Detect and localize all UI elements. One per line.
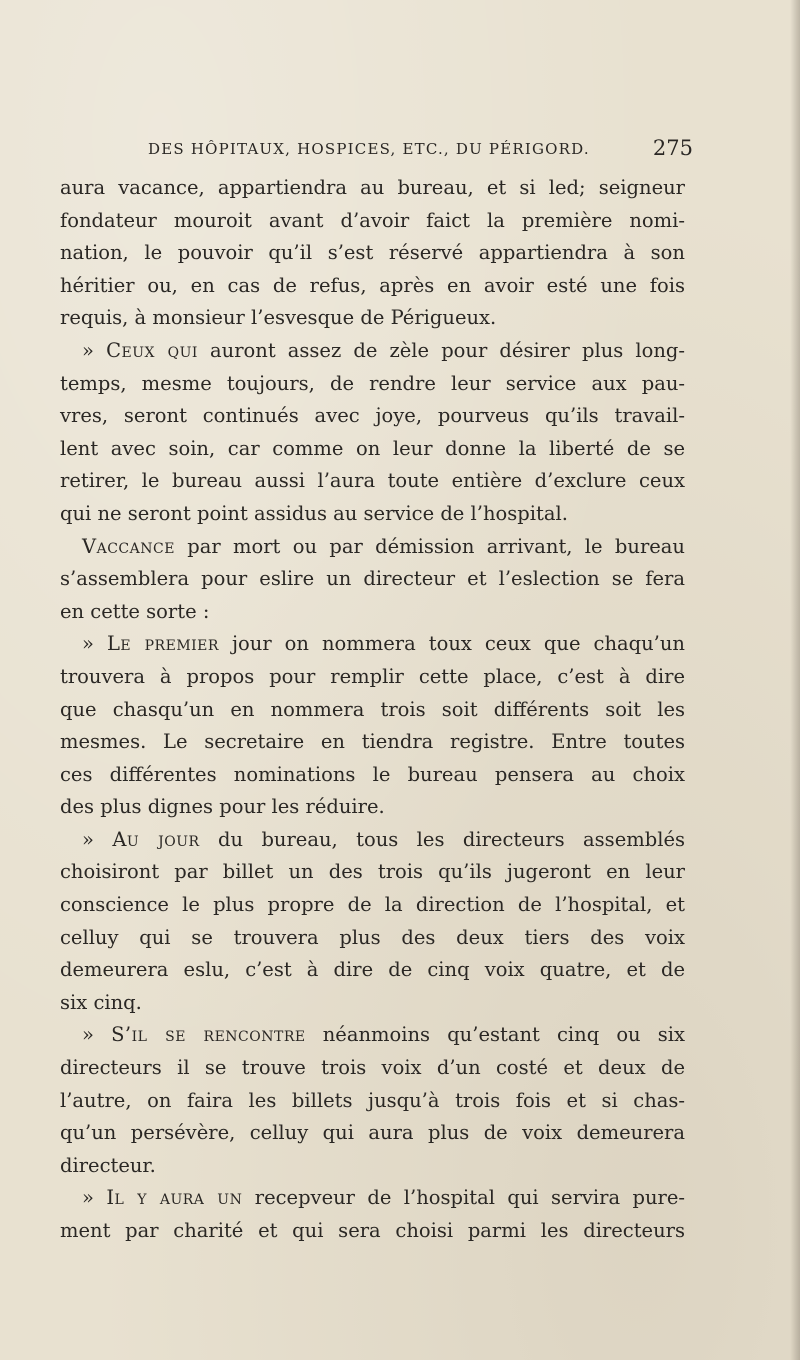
small-caps-lead: S’il se rencontre <box>111 1023 306 1047</box>
text-line <box>60 954 685 987</box>
text-run: l’autre, on faira les billets jusqu’à trois fois et si chas- <box>60 1088 685 1112</box>
text-line <box>60 628 685 661</box>
text-line <box>60 465 685 498</box>
text-run: des plus dignes pour les réduire. <box>60 795 385 819</box>
text-run: temps, mesme toujours, de rendre leur service aux pau- <box>60 371 685 395</box>
text-run: qui ne seront point assidus au service de l’hospital. <box>60 501 568 525</box>
page-edge-shadow <box>790 0 800 1360</box>
page-header <box>148 136 693 162</box>
text-run: que chasqu’un en nommera trois soit différents soit les <box>60 697 685 721</box>
small-caps-lead: Le premier <box>106 632 219 656</box>
small-caps-lead: Vaccance <box>82 534 175 558</box>
text-line <box>60 433 685 466</box>
text-run: fondateur mouroit avant d’avoir faict la première nomi- <box>60 208 685 232</box>
text-line <box>60 205 685 238</box>
text-line <box>60 1182 685 1215</box>
text-line <box>60 400 685 433</box>
small-caps-lead: Au jour <box>112 827 200 851</box>
text-run: lent avec soin, car comme on leur donne la liberté de se <box>60 436 685 460</box>
text-run: retirer, le bureau aussi l’aura toute entière d’exclure ceux <box>60 469 685 493</box>
text-run: s’assemblera pour eslire un directeur et l’eslection se fera <box>60 567 685 591</box>
text-line <box>60 302 685 335</box>
text-line <box>60 498 685 531</box>
text-line <box>60 661 685 694</box>
text-run: néanmoins qu’estant cinq ou six <box>305 1023 685 1047</box>
text-run: directeur. <box>60 1153 156 1177</box>
text-run: celluy qui se trouvera plus des deux tiers des voix <box>60 925 685 949</box>
text-run: vres, seront continués avec joye, pourveus qu’ils travail- <box>60 404 685 428</box>
text-line <box>60 1117 685 1150</box>
text-line <box>60 987 685 1020</box>
text-run: ces différentes nominations le bureau pensera au choix <box>60 762 685 786</box>
text-run: jour on nommera toux ceux que chaqu’un <box>218 632 685 656</box>
text-line <box>60 335 685 368</box>
small-caps-lead: Ceux qui <box>106 338 198 362</box>
text-line <box>60 856 685 889</box>
text-run: aura vacance, appartiendra au bureau, et si led; seigneur <box>60 176 685 199</box>
text-line <box>60 368 685 401</box>
page-number: 275 <box>652 136 693 160</box>
text-run: » <box>82 1023 112 1047</box>
text-line <box>60 596 685 629</box>
text-run: nation, le pouvoir qu’il s’est réservé appartiendra à son <box>60 241 685 265</box>
text-line <box>60 889 685 922</box>
text-run: héritier ou, en cas de refus, après en avoir esté une fois <box>60 273 685 297</box>
text-run: conscience le plus propre de la direction de l’hospital, et <box>60 893 685 917</box>
text-line <box>60 1215 685 1248</box>
text-run: choisiront par billet un des trois qu’ils jugeront en leur <box>60 860 685 884</box>
text-line <box>60 1019 685 1052</box>
text-run: directeurs il se trouve trois voix d’un costé et deux de <box>60 1056 685 1080</box>
small-caps-lead: Il y aura un <box>106 1186 243 1210</box>
text-run: du bureau, tous les directeurs assemblés <box>199 827 685 851</box>
text-line <box>60 1085 685 1118</box>
text-line <box>60 1052 685 1085</box>
text-line <box>60 726 685 759</box>
text-line <box>60 270 685 303</box>
text-run: par mort ou par démission arrivant, le bureau <box>174 534 685 558</box>
text-run: » <box>82 827 113 851</box>
text-run: ment par charité et qui sera choisi parmi les directeurs <box>60 1219 685 1242</box>
text-line <box>60 791 685 824</box>
text-run: mesmes. Le secretaire en tiendra registre. Entre toutes <box>60 730 685 754</box>
text-line <box>60 824 685 857</box>
text-line <box>60 1150 685 1183</box>
body-text <box>60 172 685 1248</box>
text-line <box>60 759 685 792</box>
text-line <box>60 922 685 955</box>
text-run: requis, à monsieur l’esvesque de Périgueux. <box>60 306 497 330</box>
text-line <box>60 237 685 270</box>
text-line <box>60 172 685 205</box>
text-run: » <box>82 1186 107 1210</box>
text-line <box>60 694 685 727</box>
text-run: trouvera à propos pour remplir cette place, c’est à dire <box>60 664 685 688</box>
text-run: recepveur de l’hospital qui servira pure- <box>242 1186 685 1210</box>
text-run: » <box>82 338 107 362</box>
text-run: » <box>82 632 107 656</box>
text-line <box>60 563 685 596</box>
text-run: auront assez de zèle pour désirer plus long- <box>197 338 685 362</box>
text-run: en cette sorte : <box>60 599 210 623</box>
text-run: six cinq. <box>60 990 142 1014</box>
running-head: DES HÔPITAUX, HOSPICES, ETC., DU PÉRIGORD. <box>148 140 590 158</box>
text-run: qu’un persévère, celluy qui aura plus de voix demeurera <box>60 1121 685 1145</box>
text-line <box>60 531 685 564</box>
text-run: demeurera eslu, c’est à dire de cinq voix quatre, et de <box>60 958 685 982</box>
